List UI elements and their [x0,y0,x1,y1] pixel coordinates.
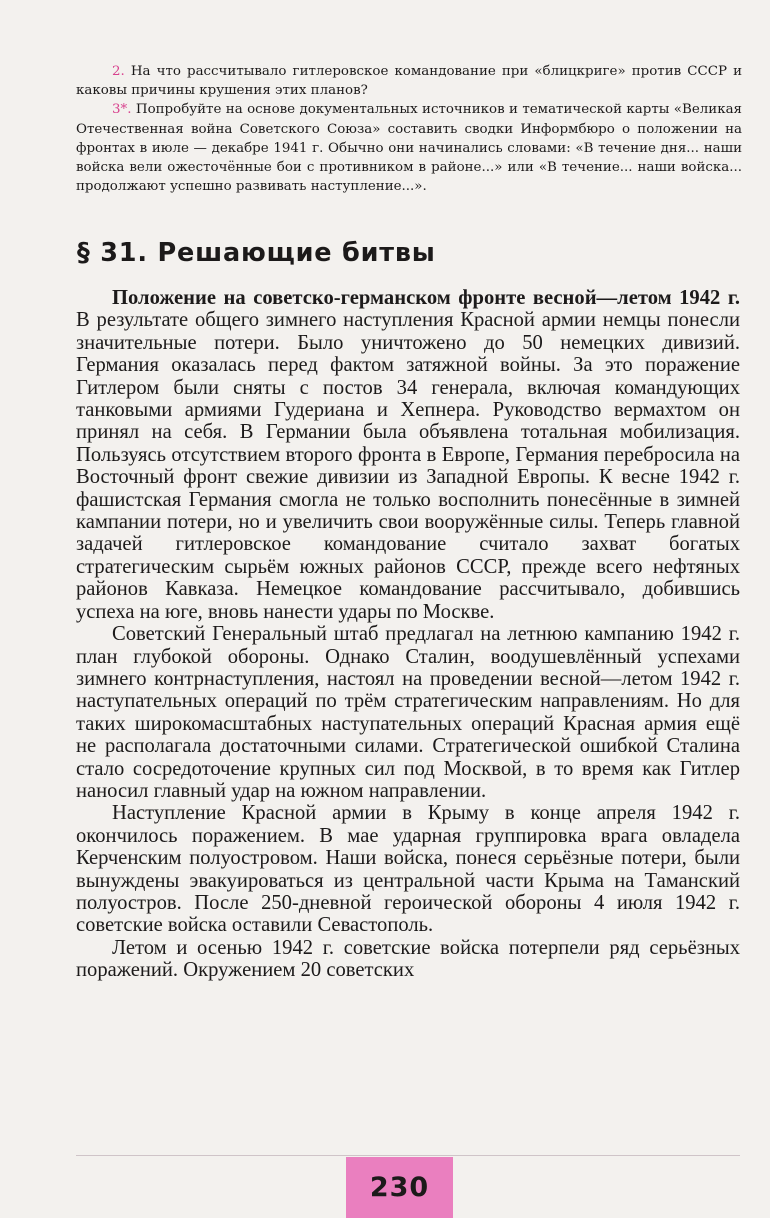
question-number: 3*. [112,102,132,118]
paragraph [76,287,740,623]
question-number: 2. [112,64,125,79]
section-title-text: Решающие битвы [157,238,436,268]
section-number: 31. [100,238,148,268]
paragraph: Летом и осенью 1942 г. советские войска потерпели ряд серьёзных поражений. Окружением 20 советских [76,936,740,982]
footer-divider [76,1155,740,1156]
page-number-tab [346,1157,453,1218]
review-questions [76,62,742,196]
paragraph: Наступление Красной армии в Крыму в конце апреля 1942 г. окончилось поражением. В мае ударная группировка врага овладела Керченским полуостровом. Наши войска, понеся серьёзные потери, были вынуждены эвакуироваться из центральной части Крыма на Таманский полуостров. После 250-дневной героической обороны 4 июля 1942 г. советские войска оставили Севастополь. [76,802,740,937]
question-text: На что рассчитывало гитлеровское командование при «блицкриге» против СССР и каковы причины крушения этих планов? [76,64,742,99]
section-heading [77,238,436,268]
paragraph: Советский Генеральный штаб предлагал на летнюю кампанию 1942 г. план глубокой обороны. Однако Сталин, воодушевлённый успехами зимнего контрнаступления, настоял на проведении весной—летом 1942 г. наступательных операций по трём стратегическим направлениям. Но для таких широкомасштабных наступательных операций Красная армия ещё не располагала достаточными силами. Стратегической ошибкой Сталина стало сосредоточение крупных сил под Москвой, в то время как Гитлер наносил главный удар на южном направлении. [76,623,740,802]
section-sign: § [77,238,91,268]
question-item [76,62,742,100]
paragraph-text: В результате общего зимнего наступления Красной армии немцы понесли значительные потери. Было уничтожено до 50 немецких дивизий. Германия оказалась перед фактом затяжной войны. За это поражение Гитлером были сняты с постов 34 генерала, включая командующих танковыми армиями Гудериана и Хепнера. Руководство вермахтом он принял на себя. В Германии была объявлена тотальная мобилизация. Пользуясь отсутствием второго фронта в Европе, Германия перебросила на Восточный фронт свежие дивизии из Западной Европы. К весне 1942 г. фашистская Германия смогла не только восполнить понесённые в зимней кампании потери, но и увеличить свои вооружённые силы. Теперь главной задачей гитлеровское командование считало захват богатых стратегическим сырьём южных районов СССР, прежде всего нефтяных районов Кавказа. Немецкое командование рассчитывало, добившись успеха на юге, вновь нанести удары по Москве. [76,309,740,623]
paragraph-lead-in: Положение на советско-германском фронте весной—летом 1942 г. [112,287,740,309]
page-number: 230 [369,1172,430,1203]
question-item [76,100,742,196]
section-body [76,287,740,982]
question-text: Попробуйте на основе документальных источников и тематической карты «Великая Отечественная война Советского Союза» составить сводки Информбюро о положении на фронтах в июле — декабре 1941 г. Обычно они начинались словами: «В течение дня... наши войска вели ожесточённые бои с противником в районе...» или «В течение... наши войска... продолжают успешно развивать наступление...». [76,102,742,195]
